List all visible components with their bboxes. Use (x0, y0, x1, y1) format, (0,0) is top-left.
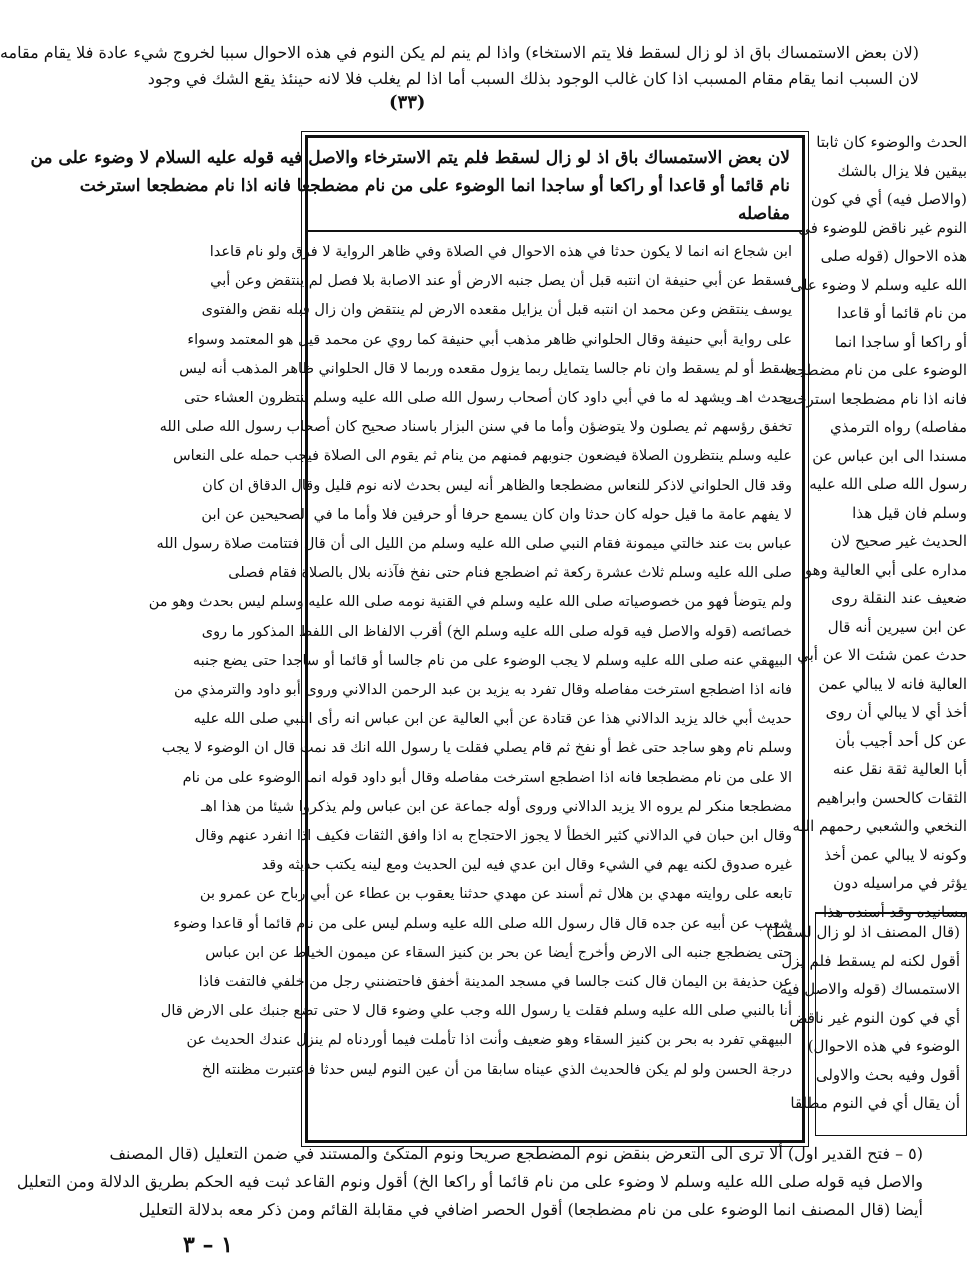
commentary-line: حديث أبي خالد يزيد الدالاني هذا عن قتادة عن أبي العالية عن ابن عباس انه رأى النبي صلى الله عليه (193, 711, 792, 728)
footer-line: والاصل فيه قوله صلى الله عليه وسلم لا وضوء على من نام قائما أو راكعا الخ) أقول ونوم القاعد ثبت فيه الحكم بطريق الدلالة ومن التعليل (16, 1172, 923, 1191)
commentary-line: تخفق رؤسهم ثم يصلون ولا يتوضؤن وأما ما في سنن البزار باسناد صحيح كان أصحاب رسول الله صلى الله (159, 419, 792, 436)
commentary-line: سقط أو لم يسقط وان نام جالسا يتمايل ربما يزول مقعده وربما لا قال الحلواني ظاهر المذهب أنه ليس (179, 360, 792, 377)
commentary-line: وقد قال الحلواني لاذكر للنعاس مضطجعا والظاهر أنه ليس بحدث لانه نوم قليل وقال الدقاق ان كان (202, 477, 792, 494)
commentary-line: عن حذيفة بن اليمان قال كنت جالسا في مسجد المدينة أخفق فاحتضنني رجل من خلفي فالتفت فاذا (198, 974, 792, 991)
page-number: (٣٣) (389, 92, 426, 113)
margin-line: مفاصله) رواه الترمذي (829, 418, 967, 436)
margin-line: حدث عمن شئت الا عن أبي (797, 646, 967, 664)
margin-line: الثقات كالحسن وابراهيم (816, 788, 967, 807)
margin-note-line: الاستمساك (قوله والاصل فيه (779, 980, 960, 998)
main-text-box (30, 135, 805, 1143)
margin-note-line: الوضوء في هذه الاحوال) (807, 1037, 960, 1055)
commentary-line: على رواية أبي حنيفة وقال الحلواني ظاهر مذهب أبي حنيفة كما روي عن محمد قيل هو المعتمد وسواء (187, 331, 792, 348)
commentary-line: الا على من نام مضطجعا فانه اذا اضطجع استرخت مفاصله وقال أبو داود قوله انما الوضوء على من نام (182, 769, 792, 786)
commentary-line: البيهقي عنه صلى الله عليه وسلم لا يجب الوضوء على من نام جالسا أو قائما أو ساجدا حتى يضع جنبه (192, 652, 792, 669)
margin-note-line: أقول وفيه بحث والاولى (815, 1065, 960, 1084)
commentary-line: بحدث اهـ ويشهد له ما في أبي داود كان أصحاب رسول الله صلى الله عليه وسلم ينتظرون العشاء حتى (183, 390, 792, 407)
margin-line: الله عليه وسلم لا وضوء على (790, 275, 967, 294)
commentary-line: وسلم نام وهو ساجد حتى غط أو نفخ ثم قام يصلي فقلت يا رسول الله انك قد نمت قال ان الوضوء لا يجب (161, 740, 792, 757)
margin-note-line: أي في كون النوم غير ناقض (789, 1008, 960, 1027)
commentary-line: فسقط عن أبي حنيفة ان انتبه قبل أن يصل جنبه الارض أو عند الاصابة بلا فصل لم ينتقض وعن أبي (210, 273, 792, 290)
margin-line: عن كل أحد أجيب بأن (835, 731, 967, 750)
margin-line: مداره على أبي العالية وهو (804, 560, 967, 579)
margin-line: بيقين فلا يزال بالشك (837, 161, 967, 180)
margin-line: أخذ أي لا يبالي أن روى (825, 703, 967, 721)
header-line-2-text: لان السبب انما يقام مقام المسبب اذا كان غالب الوجود بذلك السبب أما اذا لم يغلب فلا لانه حينئذ يقع الشك في وجود (147, 69, 919, 88)
commentary-line: لا يفهم عامة ما قيل حوله كان حدثا وان كان يسمع حرفا أو حرفين فلا وأما ما في الصحيحين عن ابن (201, 506, 792, 523)
margin-line: مسندا الى ابن عباس عن (812, 446, 967, 465)
commentary-line: حتى يضطجع جنبه الى الارض وأخرج أيضا عن بحر بن كنيز السقاء عن ميمون الخياط عن ابن عباس (205, 944, 792, 961)
margin-line: أبا العالية ثقة نقل عنه (832, 760, 967, 778)
margin-line: الحدث والوضوء كان ثابتا (816, 133, 967, 151)
margin-line: عن ابن سيرين أنه قال (827, 617, 967, 636)
commentary-line: ولم يتوضأ فهو من خصوصياته صلى الله عليه وسلم في القنية نومه صلى الله عليه وسلم ليس بحدث وهو من (148, 594, 792, 611)
margin-line: وسلم فان قيل هذا (852, 503, 967, 522)
commentary-line: شعيب عن أبيه عن جده قال قال رسول الله صلى الله عليه وسلم ليس على من نام قائما أو قاعدا وضوء (173, 915, 792, 932)
footer-line: (٥ – فتح القدير اول) ألا ترى الى التعرض بنقض نوم المضطجع صريحا ونوم المتكئ والمستند في ضمن التعليل (قال المصنف (109, 1144, 923, 1163)
margin-line: فانه اذا نام مضطجعا استرخت (782, 389, 967, 408)
commentary-line: البيهقي تفرد به بحر بن كنيز السقاء وهو ضعيف وأنت اذا تأملت فيما أوردناه لم ينزل عندك الحديث عن (186, 1032, 792, 1049)
margin-note-line: أن يقال أي في النوم مطلقا (790, 1094, 960, 1112)
margin-line: الحديث غير صحيح لان (830, 532, 967, 550)
margin-line: ضعيف عند النقلة روى (831, 589, 967, 607)
header-line-1: (لان بعض الاستمساك باق اذ لو زال لسقط فلا يتم الاستخاء) واذا لم ينم لم يكن النوم في هذه الاحوال سببا لخروج شيء عادة فلا يقام مقامه (0, 43, 919, 62)
margin-upper-block (782, 128, 967, 921)
footer-line: أيضا (قال المصنف انما الوضوء على من نام مضطجعا) أقول الحصر اضافي في مقابلة القائم ومن ذكر معه بدلالة التعليل (138, 1200, 923, 1219)
commentary-block (148, 232, 802, 1136)
margin-column (766, 128, 967, 1136)
commentary-line: يوسف ينتقض وعن محمد ان انتبه قبل أن يزايل مقعده الارض لم ينتقض وان زال قبله نقض والفتوى (201, 302, 792, 319)
matn-block (30, 138, 802, 232)
commentary-line: صلى الله عليه وسلم ثلاث عشرة ركعة ثم اضطجع فنام حتى نفخ فآذنه بلال بالصلاة فقام فصلى (228, 565, 792, 582)
margin-line: يؤثر في مراسيله دون (833, 874, 967, 892)
commentary-line: عليه وسلم ينتظرون الصلاة فيضعون جنوبهم فمنهم من ينام ثم يقوم الى الصلاة فيجب حمله على النعاس (172, 448, 792, 465)
margin-line: النخعي والشعبي رحمهم الله (792, 817, 967, 835)
commentary-line: ابن شجاع انه انما لا يكون حدثا في هذه الاحوال في الصلاة وفي ظاهر الرواية لا فرق ولو نام قاعدا (209, 244, 792, 260)
commentary-line: عباس بت عند خالتي ميمونة فقام النبي صلى الله عليه وسلم من الليل الى أن قال فتتامت صلاة رسول الله (156, 536, 792, 553)
margin-line: وكونه لا يبالي عمن أخذ (824, 845, 967, 864)
matn-line: مفاصله (737, 204, 790, 224)
footer-block (16, 1140, 923, 1224)
matn-line: لان بعض الاستمساك باق اذ لو زال لسقط فلم يتم الاسترخاء والاصل فيه قوله عليه السلام لا وضوء على من (30, 148, 790, 168)
margin-note-line: أقول لكنه لم يسقط فلم يزل (781, 951, 960, 970)
commentary-line: تابعه على روايته مهدي بن هلال ثم أسند عن مهدي حدثنا يعقوب بن عطاء عن أبي رباح عن عمرو بن (199, 886, 792, 903)
margin-lower-block (766, 912, 967, 1136)
margin-line: رسول الله صلى الله عليه (809, 475, 967, 493)
commentary-line: درجة الحسن ولو لم يكن فالحديث الذي عيناه سابقا من أن عين النوم ليس حدثا فاعتبرت مظنته الخ (201, 1061, 792, 1078)
commentary-line: أنا بالنبي صلى الله عليه وسلم فقلت يا رسول الله وجب علي وضوء قال لا حتى تضع جنبك على الارض قال (160, 1003, 792, 1020)
margin-note-line: (قال المصنف اذ لو زال لسقط) (766, 923, 960, 941)
commentary-line: غيره صدوق لكنه يهم في الشيء وقال ابن عدي فيه لين الحديث ومع لينه يكتب حديثه وقد (261, 857, 792, 874)
folio-number: ١ – ٣ (183, 1232, 233, 1258)
commentary-line: فانه اذا اضطجع استرخت مفاصله وقال تفرد به يزيد بن عبد الرحمن الدالاني وروى أبو داود والترمذي من (174, 682, 792, 699)
header-line-2 (139, 66, 919, 92)
margin-line: أو راكعا أو ساجدا انما (834, 332, 967, 351)
commentary-line: خصائصه (قوله والاصل فيه قوله صلى الله عليه وسلم الخ) أقرب الالفاظ الى اللفظ المذكور ما روى (201, 623, 792, 640)
commentary-line: وقال ابن حبان في الدالاني كثير الخطأ لا يجوز الاحتجاج به اذا وافق الثقات فكيف اذا انفرد عنهم وقال (194, 828, 792, 845)
commentary-line: مضطجعا منكر لم يروه الا يزيد الدالاني وروى أوله جماعة عن ابن عباس ولم يذكروا شيئا من هذا اهـ (201, 798, 792, 815)
header-block (0, 40, 919, 92)
margin-line: العالية فانه لا يبالي عمن (818, 674, 967, 693)
margin-line: (والاصل فيه) أي في كون (810, 190, 967, 208)
matn-line: نام قائما أو قاعدا أو راكعا أو ساجدا انما الوضوء على من نام مضطجعا فانه اذا نام مضطجعا استرخت (79, 176, 790, 196)
margin-line: النوم غير ناقض للوضوء في (798, 218, 967, 237)
margin-line: هذه الاحوال (قوله صلى (820, 247, 967, 265)
margin-line: الوضوء على من نام مضطجعا (785, 361, 967, 379)
margin-line: من نام قائما أو قاعدا (837, 304, 967, 322)
margin-line: مسانيده وقد أسنده هذا (823, 902, 967, 921)
